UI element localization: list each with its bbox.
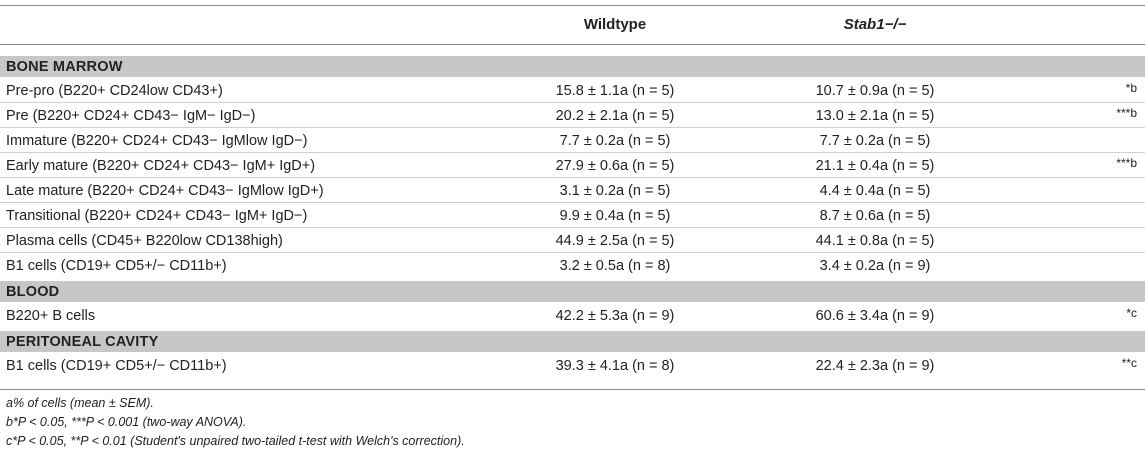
wildtype-value: 27.9 ± 0.6a (n = 5) [555, 158, 675, 174]
stab1-value: 8.7 ± 0.6a (n = 5) [819, 208, 931, 224]
table-row [0, 153, 1145, 178]
section-header [0, 281, 1145, 302]
significance-mark: *c [1126, 306, 1137, 320]
wildtype-value: 7.7 ± 0.2a (n = 5) [559, 133, 671, 149]
wildtype-value: 3.2 ± 0.5a (n = 8) [559, 258, 671, 274]
footnote-c: c*P < 0.05, **P < 0.01 (Student's unpaired two-tailed t-test with Welch's correction). [6, 434, 465, 448]
table-row [0, 203, 1145, 228]
table-header [0, 6, 1145, 44]
row-label: Pre-pro (B220+ CD24low CD43+) [6, 83, 223, 99]
row-label: Early mature (B220+ CD24+ CD43− IgM+ IgD+) [6, 158, 316, 174]
table-row [0, 253, 1145, 278]
wildtype-value: 42.2 ± 5.3a (n = 9) [555, 308, 675, 324]
table-row [0, 228, 1145, 253]
wildtype-value: 15.8 ± 1.1a (n = 5) [555, 83, 675, 99]
stab1-value: 60.6 ± 3.4a (n = 9) [815, 308, 935, 324]
wildtype-value: 39.3 ± 4.1a (n = 8) [555, 358, 675, 374]
significance-mark: ***b [1116, 156, 1137, 170]
section-title: BONE MARROW [6, 59, 123, 75]
significance-mark: *b [1125, 81, 1137, 95]
row-label: Immature (B220+ CD24+ CD43− IgMlow IgD−) [6, 133, 308, 149]
footnote-b: b*P < 0.05, ***P < 0.001 (two-way ANOVA). [6, 415, 247, 429]
table-row [0, 78, 1145, 103]
row-label: Plasma cells (CD45+ B220low CD138high) [6, 233, 283, 249]
stab1-value: 44.1 ± 0.8a (n = 5) [815, 233, 935, 249]
row-label: Late mature (B220+ CD24+ CD43− IgMlow IgD+) [6, 183, 324, 199]
stab1-value: 7.7 ± 0.2a (n = 5) [819, 133, 931, 149]
section-title: BLOOD [6, 284, 60, 300]
table-row [0, 303, 1145, 328]
header-wildtype: Wildtype [583, 16, 647, 33]
stab1-value: 13.0 ± 2.1a (n = 5) [815, 108, 935, 124]
wildtype-value: 3.1 ± 0.2a (n = 5) [559, 183, 671, 199]
stab1-value: 10.7 ± 0.9a (n = 5) [815, 83, 935, 99]
section-header [0, 331, 1145, 352]
footnote-a: a% of cells (mean ± SEM). [6, 396, 154, 410]
stab1-value: 3.4 ± 0.2a (n = 9) [819, 258, 931, 274]
stab1-value: 21.1 ± 0.4a (n = 5) [815, 158, 935, 174]
table-row [0, 103, 1145, 128]
wildtype-value: 20.2 ± 2.1a (n = 5) [555, 108, 675, 124]
section-title: PERITONEAL CAVITY [6, 334, 159, 350]
wildtype-value: 9.9 ± 0.4a (n = 5) [559, 208, 671, 224]
row-label: B1 cells (CD19+ CD5+/− CD11b+) [6, 358, 227, 374]
header-stab1-knockout: Stab1−/− [843, 16, 907, 33]
table-row [0, 178, 1145, 203]
table-row [0, 353, 1145, 378]
stab1-value: 4.4 ± 0.4a (n = 5) [819, 183, 931, 199]
significance-mark: ***b [1116, 106, 1137, 120]
row-label: B220+ B cells [6, 308, 96, 324]
section-header [0, 56, 1145, 77]
header-rule [0, 44, 1145, 45]
row-label: Transitional (B220+ CD24+ CD43− IgM+ IgD−) [6, 208, 308, 224]
table-row [0, 128, 1145, 153]
significance-mark: **c [1121, 356, 1137, 370]
stab1-value: 22.4 ± 2.3a (n = 9) [815, 358, 935, 374]
row-label: Pre (B220+ CD24+ CD43− IgM− IgD−) [6, 108, 256, 124]
row-label: B1 cells (CD19+ CD5+/− CD11b+) [6, 258, 227, 274]
table-bottom-rule [0, 389, 1145, 390]
wildtype-value: 44.9 ± 2.5a (n = 5) [555, 233, 675, 249]
